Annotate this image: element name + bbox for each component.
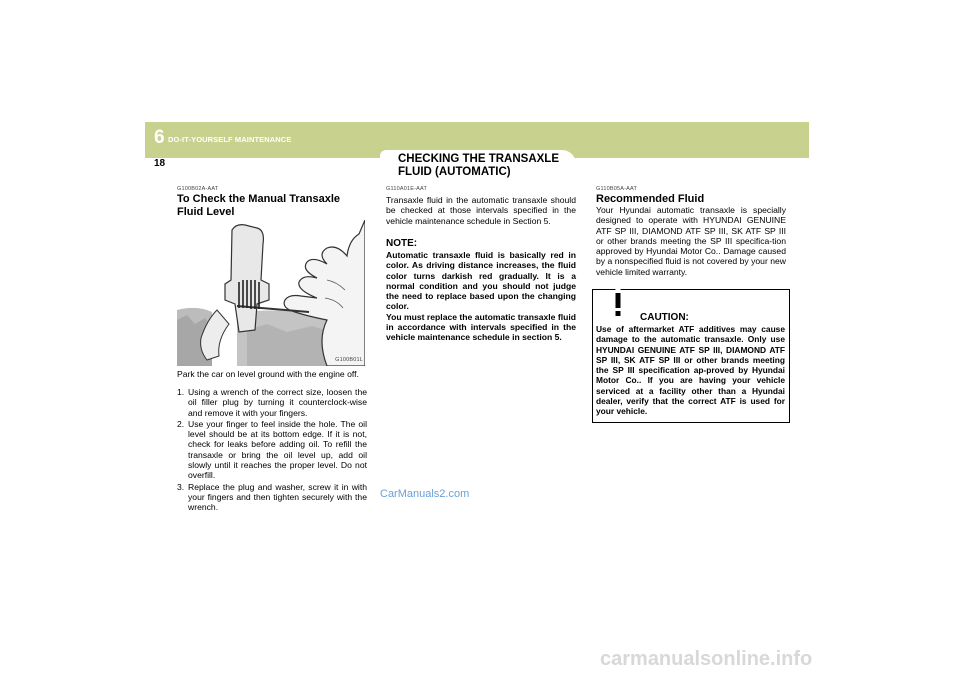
- list-item: 1. Using a wrench of the correct size, loosen the oil filler plug by turning it counterclock-wise and remove it with your fingers.: [177, 387, 367, 418]
- transaxle-plug-illustration: [177, 220, 365, 366]
- recommended-fluid-heading: Recommended Fluid: [596, 193, 705, 205]
- section-code: G110A01E-AAT: [386, 186, 428, 192]
- footer-watermark: carmanualsonline.info: [600, 648, 813, 670]
- interval-paragraph: Transaxle fluid in the automatic transaxle should be checked at those intervals specified in the vehicle maintenance schedule in Section 5.: [386, 195, 576, 226]
- list-item: 2. Use your finger to feel inside the hole. The oil level should be at its bottom edge. If it is not, check for leaks before adding oil. To refill the transaxle or bring the oil level up, add oil slowly until it reaches the proper level. Do not overfill.: [177, 418, 367, 481]
- steps-list: [177, 387, 367, 514]
- list-item: 3. Replace the plug and washer, screw it in with your fingers and then tighten securely with the wrench.: [177, 481, 367, 513]
- chapter-number: 6: [154, 127, 165, 148]
- hand-wrench-drawing: [177, 220, 365, 366]
- caution-heading: CAUTION:: [640, 312, 689, 323]
- recommended-fluid-text: Your Hyundai automatic transaxle is specially designed to operate with HYUNDAI GENUINE ATF SP III, DIAMOND ATF SP III, SK ATF SP III or other brands meeting the SP III specifica-tion approved by Hyundai Motor Co.. Damage caused by a nonspecified fluid is not covered by your new vehicle limited warranty.: [596, 205, 786, 277]
- warning-triangle-icon: [598, 284, 638, 320]
- chapter-title: DO-IT-YOURSELF MAINTENANCE: [168, 135, 292, 144]
- site-watermark[interactable]: CarManuals2.com: [380, 488, 470, 500]
- image-code: G100B01L: [335, 357, 363, 363]
- section-code: G100B02A-AAT: [177, 186, 219, 192]
- park-instruction: Park the car on level ground with the engine off.: [177, 369, 359, 379]
- note-text: Automatic transaxle fluid is basically red in color. As driving distance increases, the fluid color turns darkish red gradually. It is a normal condition and you should not judge the need to replace based upon the changing color. You must replace the automatic transaxle fluid in accordance with intervals specified in the vehicle maintenance schedule in section 5.: [386, 250, 576, 343]
- caution-text: Use of aftermarket ATF additives may cause damage to the automatic transaxle. Only use HYUNDAI GENUINE ATF SP III, DIAMOND ATF SP III, SK ATF SP III or other brands meeting the SP III specification ap-proved by Hyundai Motor Co.. If you are having your vehicle serviced at a facility other than a Hyundai dealer, verify that the correct ATF is used for your vehicle.: [596, 324, 785, 417]
- section-title: CHECKING THE TRANSAXLE FLUID (AUTOMATIC): [398, 153, 560, 178]
- section-code: G110B05A-AAT: [596, 186, 638, 192]
- page-number: 18: [154, 158, 166, 169]
- note-heading: NOTE:: [386, 238, 418, 249]
- manual-transaxle-heading: To Check the Manual Transaxle Fluid Level: [177, 193, 341, 218]
